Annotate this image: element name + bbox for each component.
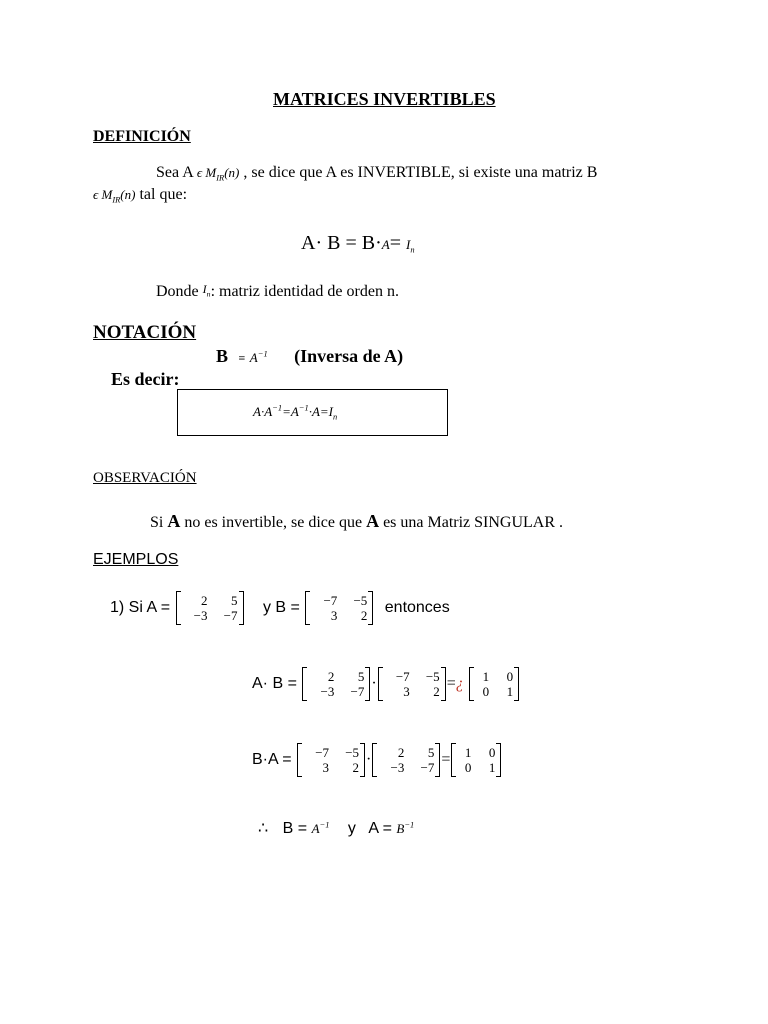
ejemplos-heading: EJEMPLOS bbox=[93, 551, 179, 568]
ba-identity-matrix: 1 0 0 1 bbox=[450, 745, 502, 775]
notacion-heading: NOTACIÓN bbox=[93, 322, 197, 343]
def-line1-math: ϵ $M_{IR}(n)$ bbox=[196, 165, 240, 183]
definicion-line-2 bbox=[93, 186, 187, 204]
definition-equation: $A\cdot B = B\cdot A= I_n$ bbox=[301, 232, 415, 255]
def-line2-math: ϵ $M_{IR}(n)$ bbox=[93, 187, 136, 205]
donde-line: Donde $I_n$: matriz identidad de orden n. bbox=[156, 282, 399, 300]
observacion-line: Si A no es invertible, se dice que A es una Matriz SINGULAR . bbox=[150, 511, 564, 531]
definicion-heading: DEFINICIÓN bbox=[93, 128, 191, 145]
ba-product-line: B·A = −7 −5 3 2 · 2 5 −3 −7 = 1 0 0 1 bbox=[252, 742, 502, 778]
def-line2-post: tal que: bbox=[139, 186, 188, 203]
matrix-a: 2 5 −3 −7 bbox=[175, 593, 245, 623]
ab-identity-matrix: 1 0 0 1 bbox=[468, 669, 520, 699]
ejemplo-1-line: 1) Si A = 2 5 −3 −7 y B = −7 −5 3 2 entonces bbox=[110, 592, 450, 623]
observacion-heading: OBSERVACIÓN bbox=[93, 470, 197, 486]
ba-matrix-b: −7 −5 3 2 bbox=[296, 745, 366, 775]
ba-matrix-a: 2 5 −3 −7 bbox=[371, 745, 441, 775]
box-formula: $A\cdot A^{-1}=A^{-1}\cdot A=I_n$ bbox=[253, 402, 338, 422]
matrix-b: −7 −5 3 2 bbox=[304, 593, 374, 623]
page-title: MATRICES INVERTIBLES bbox=[273, 89, 496, 109]
def-line1-post: , se dice que A es INVERTIBLE, si existe una matriz B bbox=[243, 164, 598, 181]
ab-product-line: A· B = 2 5 −3 −7 · −7 −5 3 2 =¿ 1 0 0 1 bbox=[252, 666, 520, 702]
def-line1-pre: Sea A bbox=[156, 164, 193, 181]
definicion-line-1 bbox=[156, 164, 597, 182]
therefore-symbol: ∴ bbox=[258, 820, 269, 837]
es-decir: Es decir: bbox=[111, 369, 180, 389]
ab-matrix-b: −7 −5 3 2 bbox=[377, 669, 447, 699]
notacion-line: $B \equiv A^{-1}$ (Inversa de A) bbox=[216, 346, 404, 366]
ab-matrix-a: 2 5 −3 −7 bbox=[301, 669, 371, 699]
conclusion-line: ∴ $B = A^{-1}$ y $A = B^{-1}$ bbox=[258, 819, 415, 837]
